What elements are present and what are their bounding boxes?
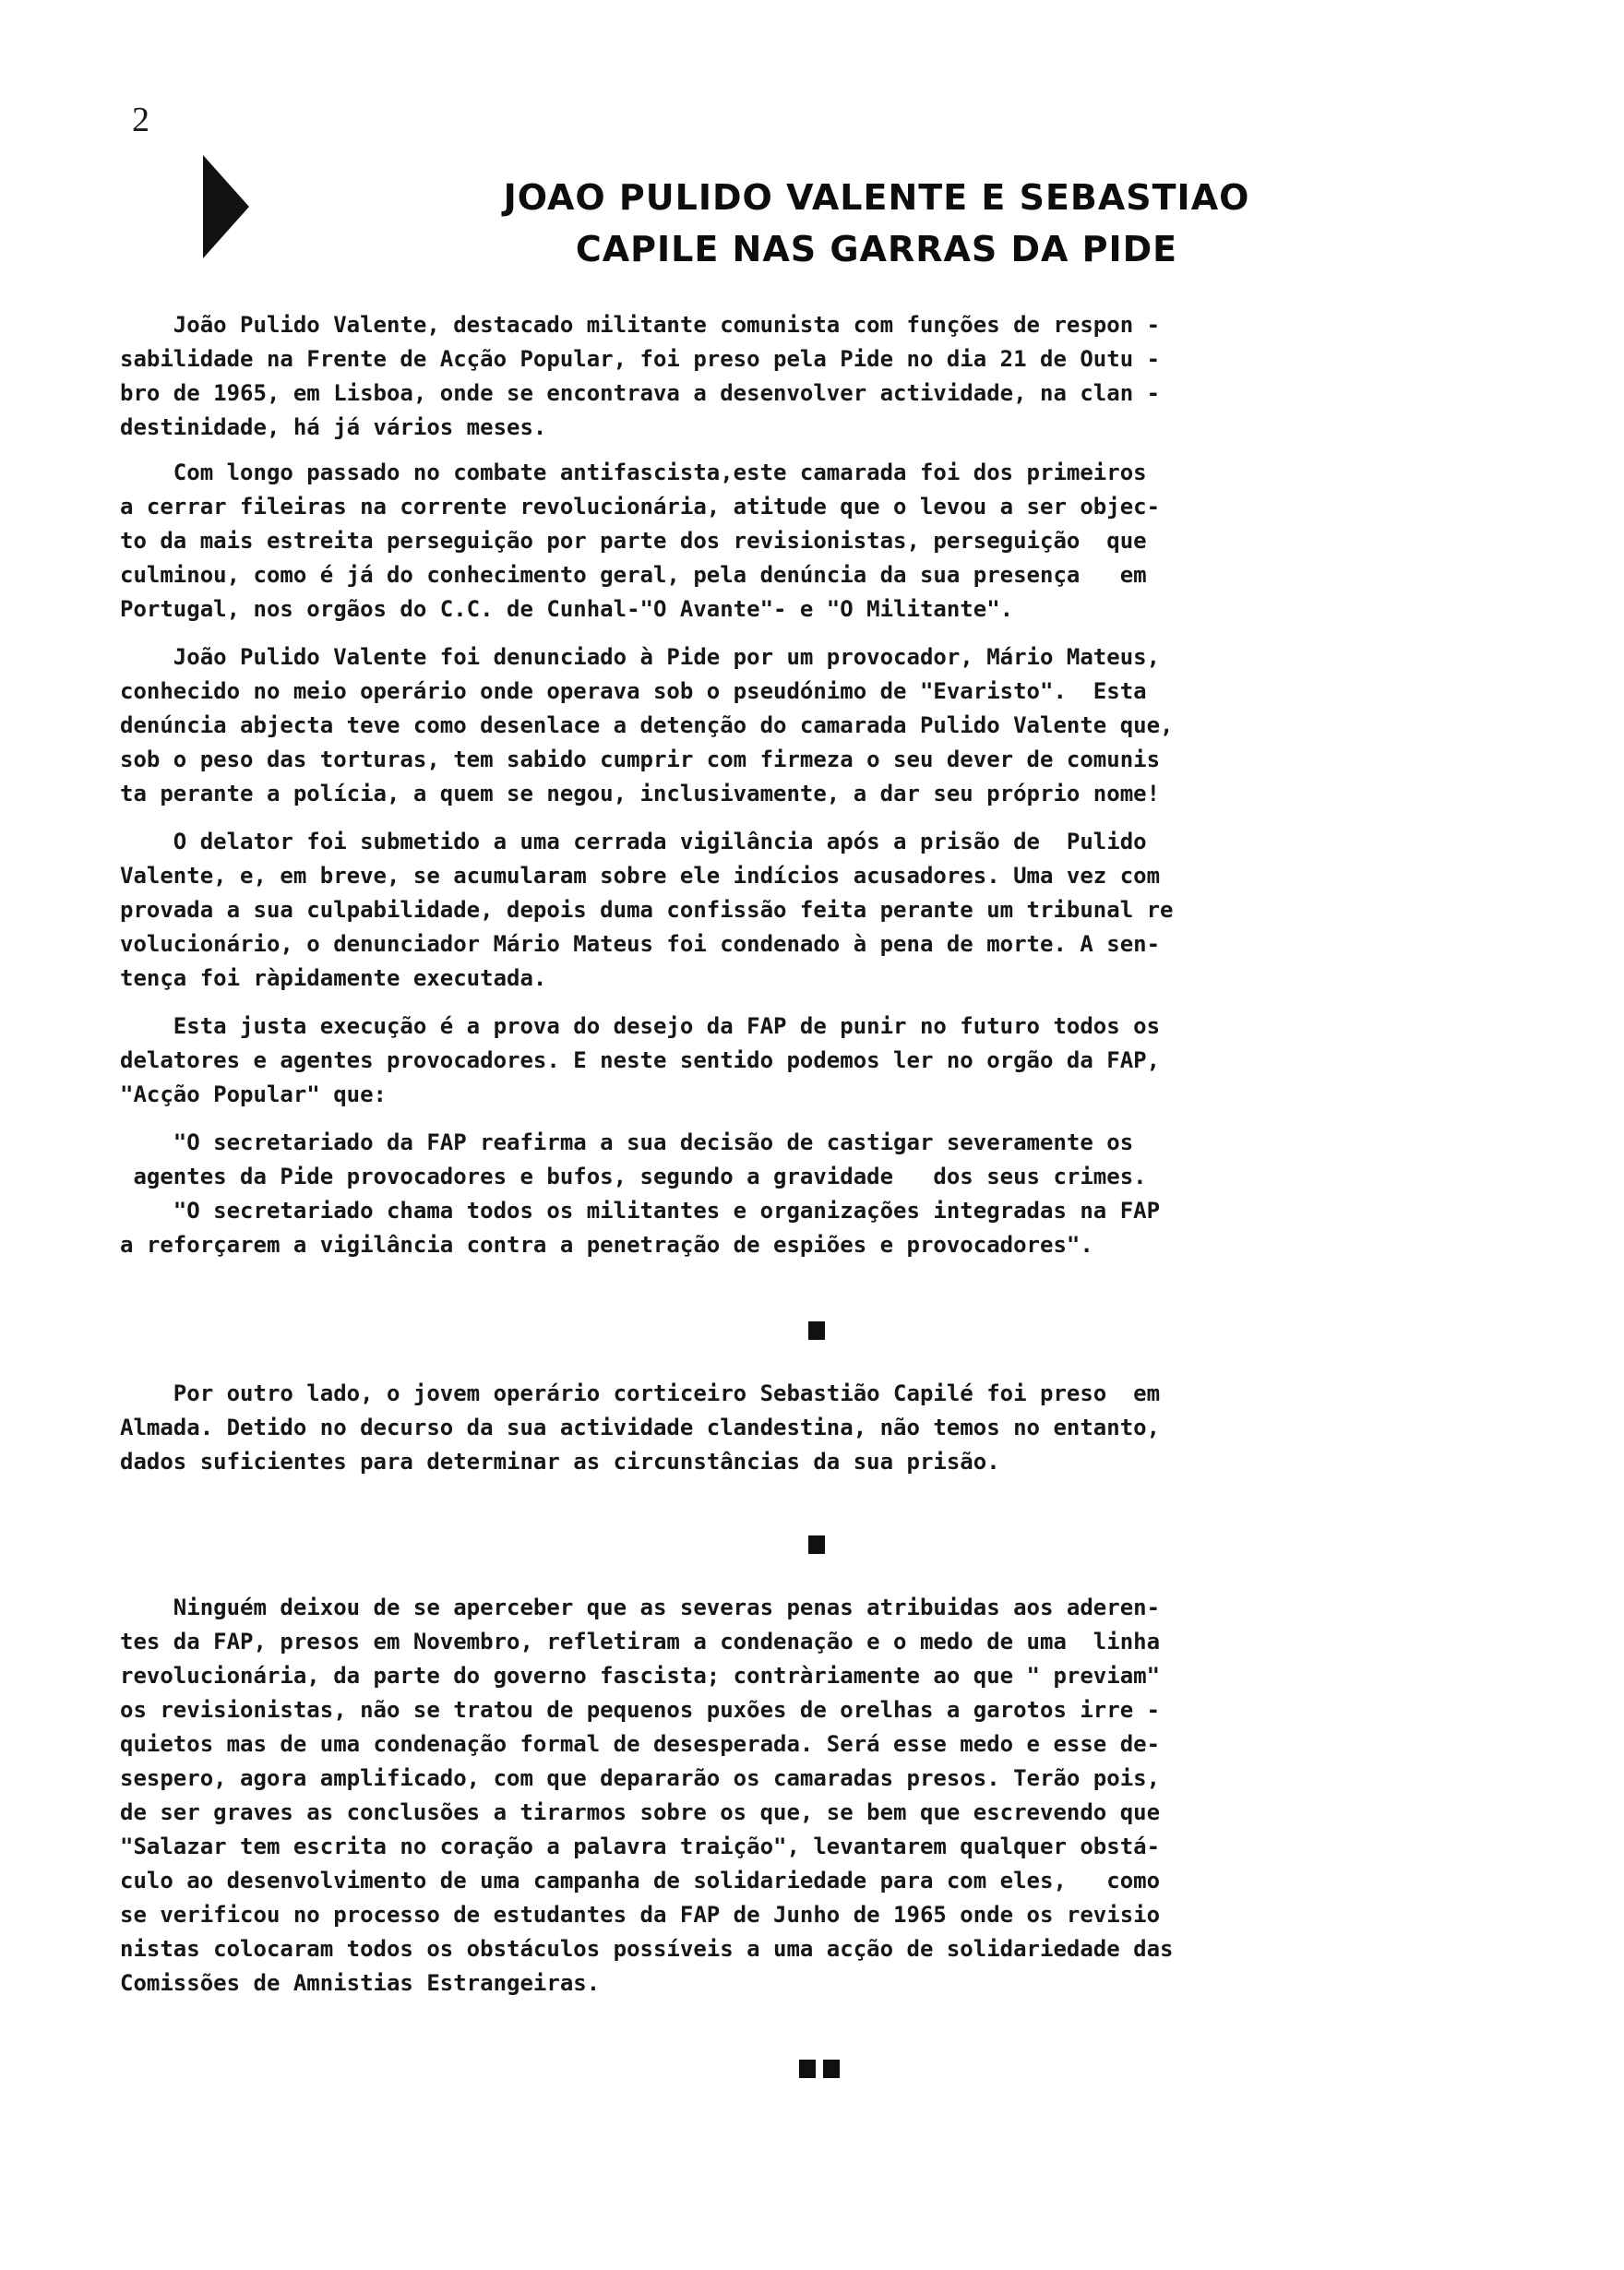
paragraph-1: João Pulido Valente, destacado militante comunista com funções de respon - sabilidade na Frente de Acção Popular, foi preso pela Pide no dia 21 de Outu - bro de 1965, em Lisboa, onde se encontrava a desenvolver actividade, na clan - destinidade, há já vários meses. xyxy=(120,312,1161,440)
paragraph-4: O delator foi submetido a uma cerrada vigilância após a prisão de Pulido Valente, e, em breve, se acumularam sobre ele indícios acusadores. Uma vez com provada a sua culpabilidade, depois duma confissão feita perante um tribunal re volucionário, o denunciador Mário Mateus foi condenado à pena de morte. A sen- tença foi ràpidamente executada. xyxy=(120,829,1174,991)
page-number: 2 xyxy=(132,101,149,139)
end-marker-2 xyxy=(823,2060,840,2078)
end-marker-1 xyxy=(799,2060,816,2078)
paragraph-3: João Pulido Valente foi denunciado à Pide por um provocador, Mário Mateus, conhecido no meio operário onde operava sob o pseudónimo de "Evaristo". Esta denúncia abjecta teve como desenlace a detenção do camarada Pulido Valente que, sob o peso das torturas, tem sabido cumprir com firmeza o seu dever de comunis ta perante a polícia, a quem se negou, inclusivamente, a dar seu próprio nome! xyxy=(120,644,1174,806)
headline xyxy=(351,172,1403,275)
paragraph-7: Ninguém deixou de se aperceber que as severas penas atribuidas aos aderen- tes da FAP, presos em Novembro, refletiram a condenação e o medo de uma linha revolucionária, da parte do governo fascista; contràriamente ao que " previam" os revisionistas, não se tratou de pequenos puxões de orelhas a garotos irre - quietos mas de uma condenação formal de desesperada. Será esse medo e esse de- sespero, agora amplificado, com que depararão os camaradas presos. Terão pois, de ser graves as conclusões a tirarmos sobre os que, se bem que escrevendo que "Salazar tem escrita no coração a palavra traição", levantarem qualquer obstá- culo ao desenvolvimento de uma campanha de solidariedade para com eles, como se verificou no processo de estudantes da FAP de Junho de 1965 onde os revisio nistas colocaram todos os obstáculos possíveis a uma acção de solidariedade das Comissões de Amnistias Estrangeiras. xyxy=(120,1595,1174,1996)
section-separator-1 xyxy=(808,1321,825,1340)
headline-line-1: JOAO PULIDO VALENTE E SEBASTIAO xyxy=(503,177,1250,218)
quote-block: "O secretariado da FAP reafirma a sua decisão de castigar severamente os agentes da Pide provocadores e bufos, segundo a gravidade dos seus crimes. "O secretariado chama todos os militantes e organizações integradas na FAP a reforçarem a vigilância contra a penetração de espiões e provocadores". xyxy=(120,1129,1161,1258)
paragraph-5: Esta justa execução é a prova do desejo da FAP de punir no futuro todos os delatores e agentes provocadores. E neste sentido podemos ler no orgão da FAP, "Acção Popular" que: xyxy=(120,1013,1161,1107)
section-separator-2 xyxy=(808,1535,825,1554)
paragraph-6: Por outro lado, o jovem operário corticeiro Sebastião Capilé foi preso em Almada. Detido no decurso da sua actividade clandestina, não temos no entanto, dados suficientes para determinar as circunstâncias da sua prisão. xyxy=(120,1380,1161,1475)
headline-line-2: CAPILE NAS GARRAS DA PIDE xyxy=(575,229,1178,269)
paragraph-2: Com longo passado no combate antifascista,este camarada foi dos primeiros a cerrar fileiras na corrente revolucionária, atitude que o levou a ser objec- to da mais estreita perseguição por parte dos revisionistas, perseguição que culminou, como é já do conhecimento geral, pela denúncia da sua presença em Portugal, nos orgãos do C.C. de Cunhal-"O Avante"- e "O Militante". xyxy=(120,460,1161,622)
triangle-arrow-icon xyxy=(203,155,249,258)
